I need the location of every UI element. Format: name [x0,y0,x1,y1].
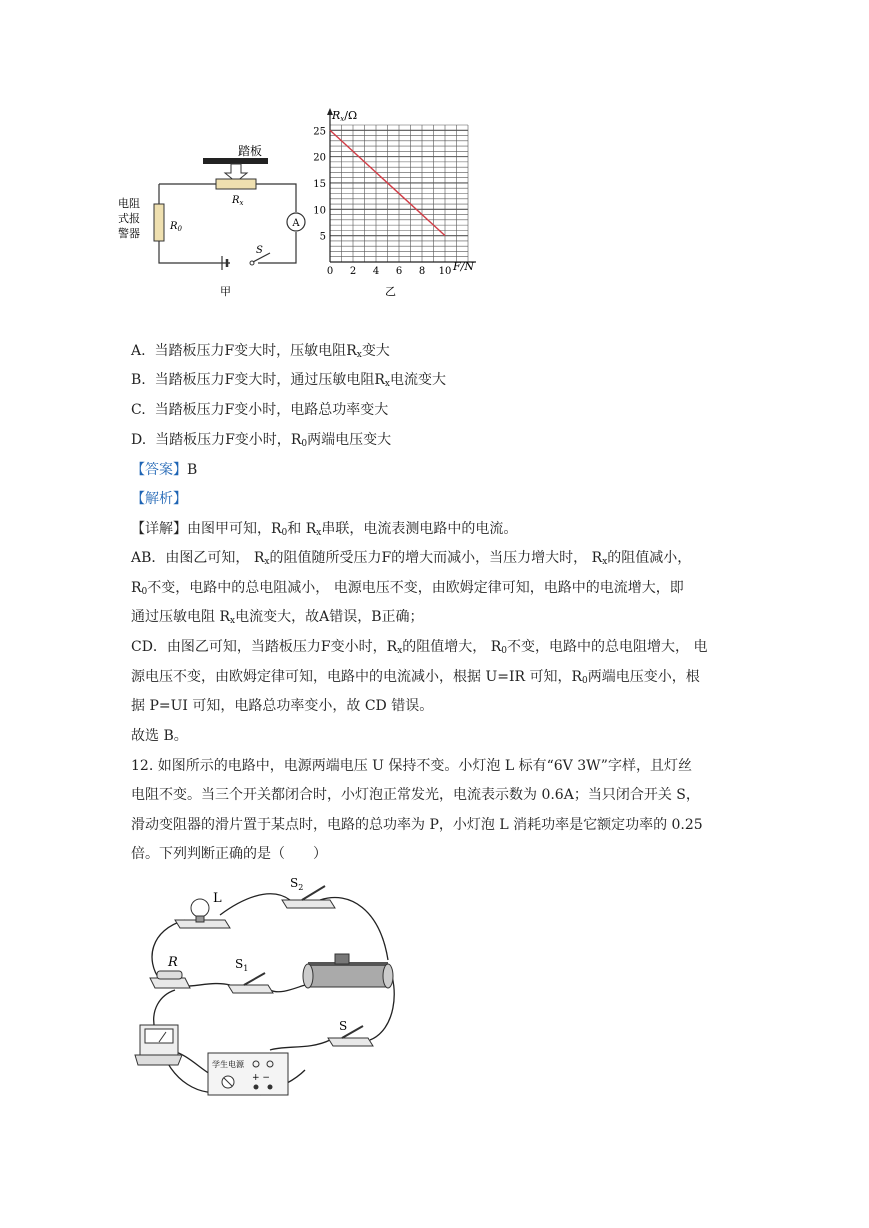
ab-line-2: $R_0$不变，电路中的总电阻减小， 电源电压不变，由欧姆定律可知，电路中的电流增大，即 [131,580,684,597]
y-tick-label: 5 [319,231,326,243]
cd-line-1: CD．由图乙可知，当踏板压力F变小时，$R_x$的阻值增大， $R_0$不变，电路中的总电阻增大， 电 [131,639,708,656]
chart-xlabel: F/N [453,260,474,273]
slider-handle [335,954,349,964]
q12-line-3: 滑动变阻器的滑片置于某点时，电路的总功率为 P，小灯泡 L 消耗功率是它额定功率的 0.25 [131,817,703,833]
switch-s1 [228,985,273,993]
x-tick-label: 8 [418,266,426,277]
figure-yi-chart [310,105,490,305]
lamp-bulb-icon [191,899,209,917]
y-tick-label: 25 [313,126,326,138]
rx-label: $R_x$ [232,195,244,207]
x-tick-label: 0 [326,266,334,277]
option-letter: A. [131,343,146,359]
q12-line-1: 12. 如图所示的电路中，电源两端电压 U 保持不变。小灯泡 L 标有“6V 3W”字样，且灯丝 [131,758,692,774]
conclusion: 故选 B。 [131,728,188,744]
y-tick-label: 20 [313,152,326,164]
rheostat [308,965,388,987]
switch-s1-label: $S_1$ [235,957,249,973]
ab-line-1: AB．由图乙可知， $R_x$的阻值随所受压力F的增大而减小，当压力增大时， $R_x$的阻值减小， [131,550,692,567]
option-c: C. 当踏板压力F变小时，电路总功率变大 [131,402,389,418]
figure-jia-caption: 甲 [220,285,231,298]
switch-s-label: S [339,1019,348,1033]
svg-text:+ −: + − [252,1073,270,1083]
lamp-label: L [213,891,222,906]
r0-resistor [154,204,164,241]
power-supply-label: 学生电源 [212,1060,244,1069]
physical-circuit-figure [130,870,410,1110]
chart-axes [327,108,476,262]
x-tick-label: 10 [438,266,452,277]
option-a: A. 当踏板压力F变大时，压敏电阻$R_x$变大 [131,343,390,360]
resistor-r-label: R [168,955,178,970]
y-tick-label: 10 [313,205,326,217]
option-letter: D. [131,432,147,448]
cd-line-2: 源电压不变，由欧姆定律可知，电路中的电流减小，根据 U=IR 可知，$R_0$两端电压变小，根 [131,669,700,686]
x-tick-label: 6 [395,266,403,277]
alarm-label-2: 式报 [118,212,140,225]
pedal-bar [203,158,268,164]
detail-line: 【详解】由图甲可知，$R_0$和 $R_x$串联，电流表测电路中的电流。 [131,521,518,538]
answer-tag: 【答案】 [131,462,187,478]
alarm-label-3: 警器 [118,227,140,240]
x-tick-label: 4 [372,266,380,277]
chart-ticks [313,126,451,277]
switch-label: S [256,245,263,256]
analysis-tag: 【解析】 [131,491,187,507]
rx-resistor [216,179,256,189]
q12-line-4: 倍。下列判断正确的是（ ） [131,846,327,862]
option-b: B. 当踏板压力F变大时，通过压敏电阻$R_x$电流变大 [131,372,446,389]
figure-yi-caption: 乙 [385,285,396,298]
ab-line-3: 通过压敏电阻 $R_x$电流变大，故A错误，B正确； [131,609,424,626]
alarm-label-1: 电阻 [118,197,140,210]
chart-ylabel: Rx/Ω [332,109,358,123]
switch-s2-label: $S_2$ [290,876,304,892]
x-tick-label: 2 [349,266,357,277]
switch-s2 [282,900,335,908]
q12-line-2: 电阻不变。当三个开关都闭合时，小灯泡正常发光，电流表示数为 0.6A；当只闭合开关 S， [131,787,700,803]
ammeter-label: A [292,218,300,229]
circuit-wires [159,184,296,263]
option-d: D. 当踏板压力F变小时，$R_0$两端电压变大 [131,432,392,449]
r0-label: $R_0$ [170,221,182,233]
option-letter: C. [131,402,146,418]
y-tick-label: 15 [313,178,326,190]
switch-s [328,1038,373,1046]
figure-jia-circuit [110,135,310,305]
answer-line [131,460,197,480]
answer-value: B [187,462,198,478]
cd-line-3: 据 P=UI 可知，电路总功率变小，故 CD 错误。 [131,698,434,714]
option-letter: B. [131,372,146,388]
pedal-label: 踏板 [237,144,263,158]
detail-tag: 【详解】 [131,521,187,537]
